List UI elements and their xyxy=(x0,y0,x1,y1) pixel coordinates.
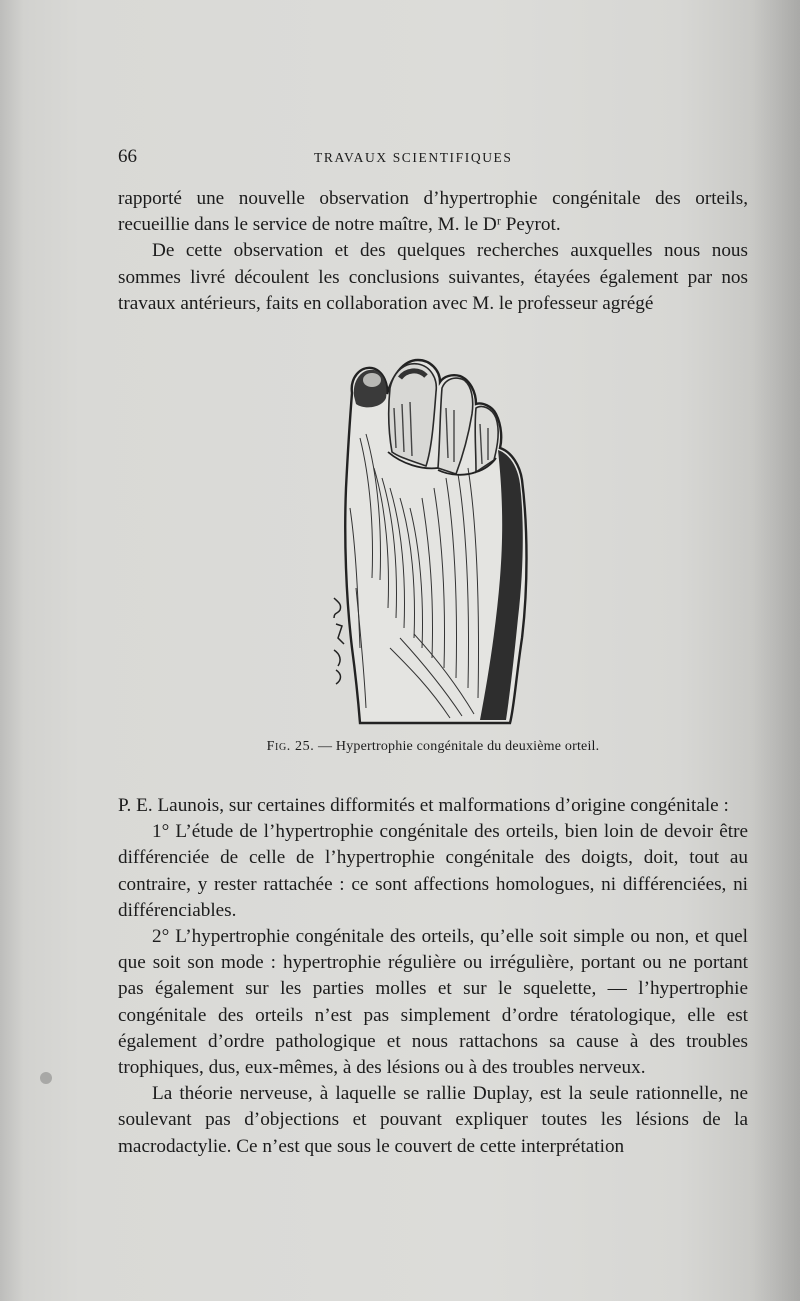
paragraph: La théorie nerveuse, à laquelle se rallie Duplay, est la seule rationnelle, ne soulevant pas d’objections et pouvant expliquer toutes les lésions de la macrodactylie. Ce n’est que sous le couvert de cette interprétation xyxy=(118,1083,748,1157)
page-number: 66 xyxy=(118,146,137,167)
paper-spot xyxy=(40,1072,52,1084)
caption-label: Fig. 25. xyxy=(266,739,315,754)
paragraph: 2° L’hypertrophie congénitale des orteils, qu’elle soit simple ou non, et quel que soit son mode : hypertrophie régulière ou irrégulière, portant ou ne portant pas également sur les parties molles et sur le squelette, — l’hypertrophie congénitale des orteils n’est pas simplement d’ordre tératologique, elle est également d’ordre pathologique et nous rattachons sa cause à des troubles trophiques, dus, eux-mêmes, à des lésions ou à des troubles nerveux. xyxy=(118,926,748,1079)
paragraph: De cette observation et des quelques recherches auxquelles nous nous sommes livré découlent les conclusions suivantes, étayées également par nos travaux antérieurs, faits en collaboration avec M. le professeur agrégé xyxy=(118,240,748,314)
page-header xyxy=(118,146,748,172)
paragraph: rapporté une nouvelle observation d’hypertrophie congénitale des orteils, recueillie dans le service de notre maître, M. le Dʳ Peyrot. xyxy=(118,188,748,236)
text-block-bottom xyxy=(118,793,748,1160)
figure-caption xyxy=(118,739,748,755)
foot-engraving-icon xyxy=(330,348,535,728)
text-block-top xyxy=(118,186,748,317)
running-title: TRAVAUX SCIENTIFIQUES xyxy=(314,150,513,165)
foot-illustration xyxy=(330,348,535,728)
paragraph: 1° L’étude de l’hypertrophie congénitale des orteils, bien loin de devoir être différenciée de celle de l’hypertrophie congénitale des doigts, doit, tout au contraire, y rester rattachée : ce sont affections homologues, ni différenciées, ni différenciables. xyxy=(118,821,748,921)
caption-text: — Hypertrophie congénitale du deuxième orteil. xyxy=(318,739,600,754)
paragraph: P. E. Launois, sur certaines difformités et malformations d’origine congénitale : xyxy=(118,795,729,816)
